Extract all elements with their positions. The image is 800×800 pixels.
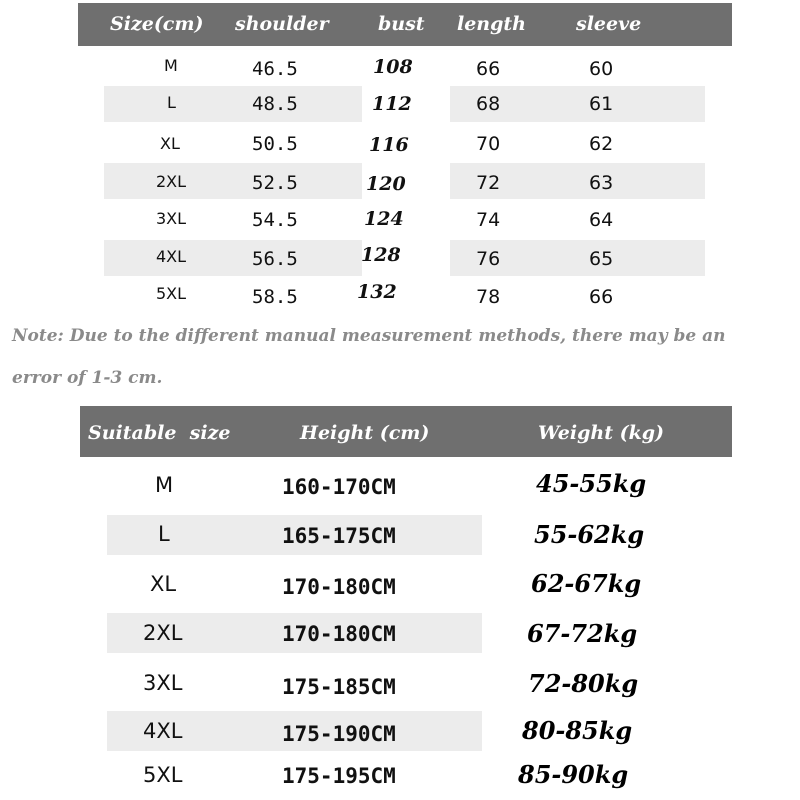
sleeve-cell: 63 (589, 172, 614, 194)
size-row-band (104, 163, 362, 199)
fit-table-header (80, 406, 732, 457)
header-shoulder: shoulder (235, 13, 329, 35)
size-table-header (78, 3, 732, 46)
fit-height-cell: 160-170CM (282, 475, 396, 499)
bust-cell: 128 (361, 244, 401, 266)
size-row-band (104, 240, 362, 276)
header-sleeve: sleeve (576, 13, 642, 35)
header-size: Size(cm) (110, 13, 204, 35)
size-row-band (104, 86, 362, 122)
fit-weight-cell: 80-85kg (522, 716, 633, 745)
size-cell: 3XL (156, 209, 187, 228)
size-cell: L (167, 93, 176, 112)
sleeve-cell: 60 (589, 58, 614, 80)
size-cell: 5XL (156, 284, 187, 303)
header-height: Height (cm) (300, 422, 430, 444)
fit-size-cell: M (155, 473, 174, 497)
bust-cell: 120 (366, 173, 406, 195)
length-cell: 68 (476, 93, 501, 115)
length-cell: 70 (476, 133, 501, 155)
fit-size-cell: 4XL (143, 719, 183, 743)
sleeve-cell: 66 (589, 286, 614, 308)
length-cell: 72 (476, 172, 501, 194)
fit-height-cell: 175-190CM (282, 722, 396, 746)
size-cell: 2XL (156, 172, 187, 191)
bust-cell: 108 (373, 56, 413, 78)
fit-height-cell: 170-180CM (282, 575, 396, 599)
shoulder-cell: 58.5 (252, 286, 298, 308)
sleeve-cell: 64 (589, 209, 614, 231)
header-weight: Weight (kg) (538, 422, 665, 444)
length-cell: 76 (476, 248, 501, 270)
fit-height-cell: 170-180CM (282, 622, 396, 646)
fit-weight-cell: 67-72kg (527, 619, 638, 648)
bust-cell: 116 (369, 134, 409, 156)
sleeve-cell: 61 (589, 93, 614, 115)
sleeve-cell: 65 (589, 248, 614, 270)
fit-height-cell: 175-185CM (282, 675, 396, 699)
shoulder-cell: 52.5 (252, 172, 298, 194)
shoulder-cell: 50.5 (252, 133, 298, 155)
length-cell: 74 (476, 209, 501, 231)
length-cell: 78 (476, 286, 501, 308)
fit-height-cell: 165-175CM (282, 524, 396, 548)
shoulder-cell: 48.5 (252, 93, 298, 115)
measurement-note-line1: Note: Due to the different manual measurement methods, there may be an (12, 326, 726, 346)
header-bust: bust (378, 13, 425, 35)
size-cell: M (164, 56, 178, 75)
fit-weight-cell: 72-80kg (528, 669, 639, 698)
shoulder-cell: 46.5 (252, 58, 298, 80)
length-cell: 66 (476, 58, 501, 80)
bust-cell: 112 (372, 93, 412, 115)
bust-cell: 124 (364, 208, 404, 230)
size-cell: XL (160, 134, 180, 153)
header-suitable-size: Suitable size (88, 422, 231, 444)
bust-cell: 132 (357, 281, 397, 303)
shoulder-cell: 54.5 (252, 209, 298, 231)
fit-size-cell: 2XL (143, 621, 183, 645)
measurement-note-line2: error of 1-3 cm. (12, 368, 163, 388)
fit-size-cell: 5XL (143, 763, 183, 787)
fit-weight-cell: 62-67kg (531, 569, 642, 598)
fit-height-cell: 175-195CM (282, 764, 396, 788)
shoulder-cell: 56.5 (252, 248, 298, 270)
fit-weight-cell: 45-55kg (536, 469, 647, 498)
fit-size-cell: XL (150, 572, 177, 596)
size-cell: 4XL (156, 247, 187, 266)
fit-weight-cell: 85-90kg (518, 760, 629, 789)
fit-size-cell: 3XL (143, 671, 183, 695)
fit-weight-cell: 55-62kg (534, 520, 645, 549)
fit-size-cell: L (158, 522, 170, 546)
header-length: length (457, 13, 526, 35)
sleeve-cell: 62 (589, 133, 614, 155)
